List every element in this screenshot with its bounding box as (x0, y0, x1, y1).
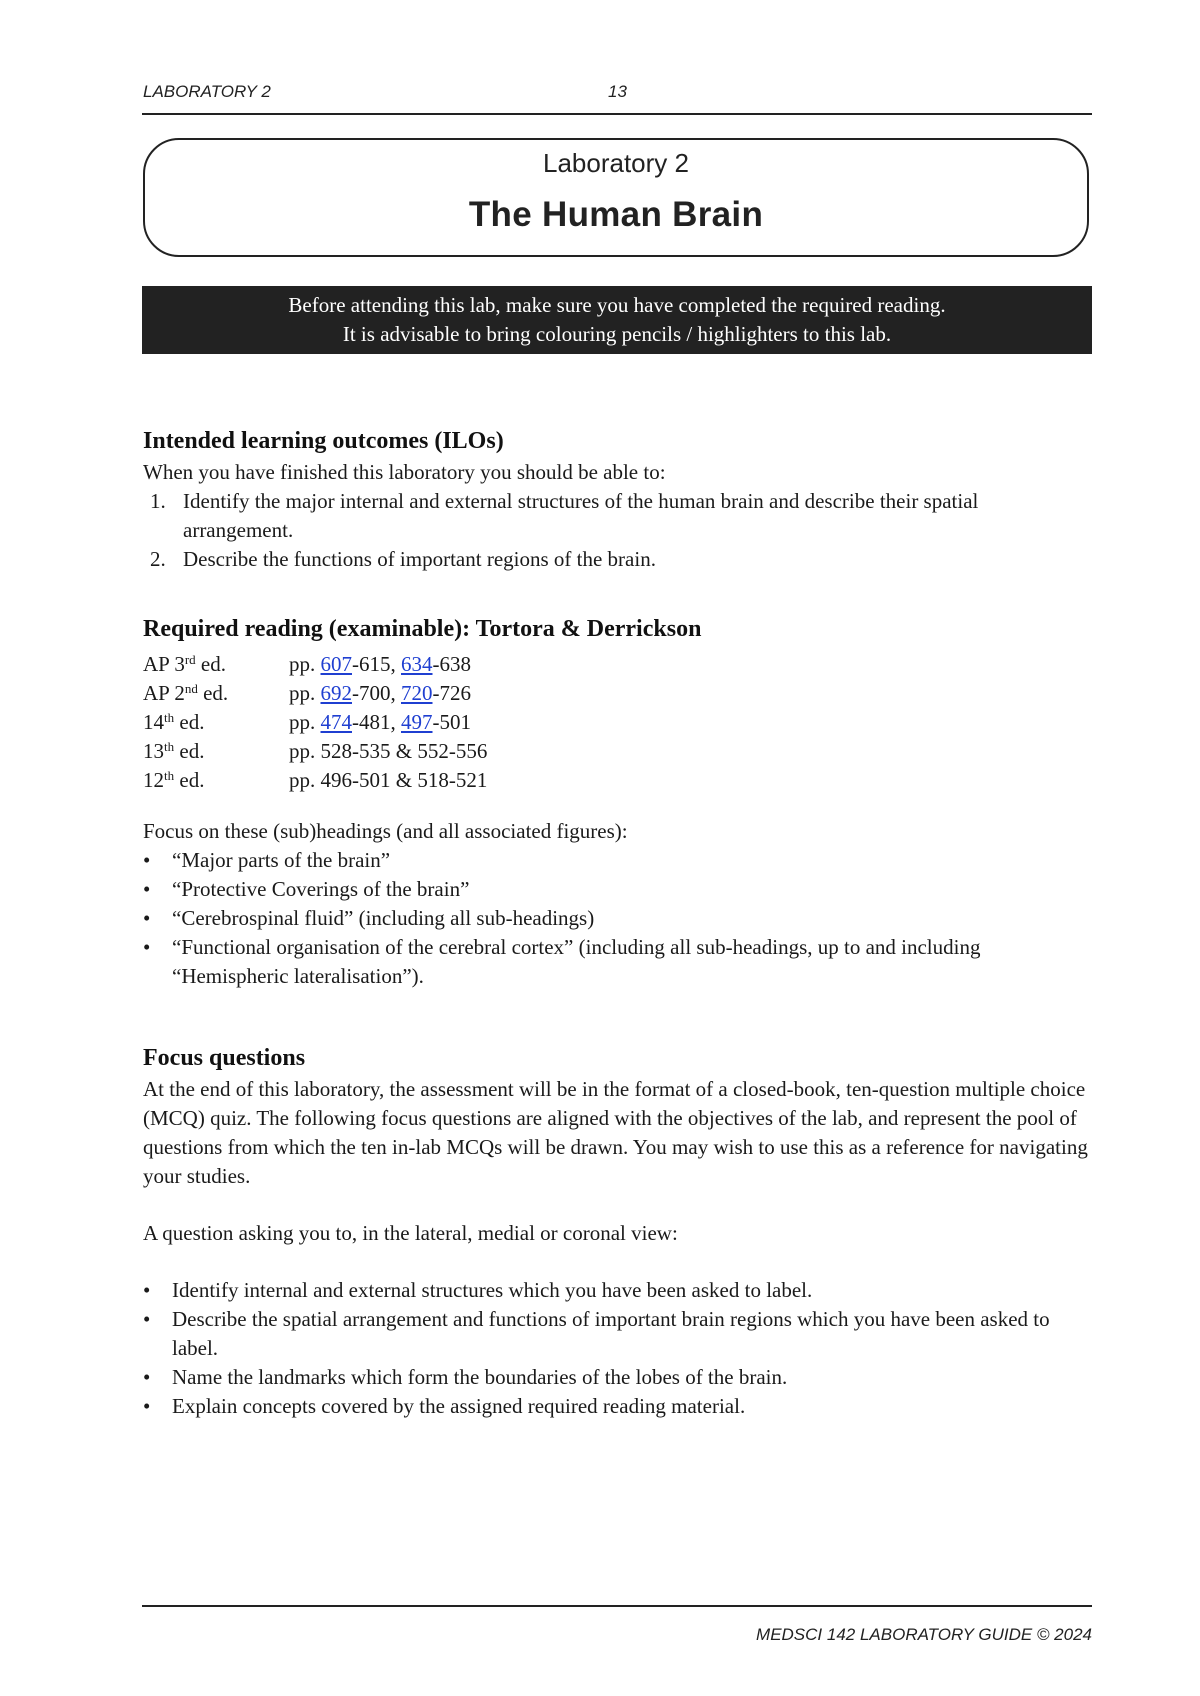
header-rule (142, 113, 1092, 115)
bullet: • (143, 1365, 151, 1389)
list-item (143, 545, 1093, 574)
notice-line-1: Before attending this lab, make sure you have completed the required reading. (288, 293, 946, 317)
lab-number: Laboratory 2 (543, 148, 689, 178)
footer: MEDSCI 142 LABORATORY GUIDE © 2024 (756, 1625, 1092, 1644)
list-text: Identify internal and external structures which you have been asked to label. (172, 1278, 813, 1302)
list-number: 2. (150, 547, 166, 571)
list-text: “Protective Coverings of the brain” (172, 877, 470, 901)
focus-questions-list (143, 1276, 1093, 1421)
page-number: 13 (608, 82, 627, 101)
page-link[interactable]: 720 (401, 681, 433, 705)
focus-intro: Focus on these (sub)headings (and all associated figures): (143, 819, 628, 843)
bullet: • (143, 1278, 151, 1302)
edition-pages: pp. 474-481, 497-501 (289, 710, 471, 734)
focus-questions-paragraph: At the end of this laboratory, the assessment will be in the format of a closed-book, ten-question multiple choice (MCQ) quiz. The following focus questions are aligned with the objectives of the lab, and represent the pool of questions from which the ten in-lab MCQs will be drawn. You may wish to use this as a reference for navigating your studies. (143, 1077, 1088, 1188)
list-item (143, 846, 1093, 875)
running-header: LABORATORY 2 (143, 82, 271, 101)
list-text: “Major parts of the brain” (172, 848, 391, 872)
list-item (143, 904, 1093, 933)
focus-questions-lead: A question asking you to, in the lateral, medial or coronal view: (143, 1221, 678, 1245)
footer-rule (142, 1605, 1092, 1607)
list-item (143, 1305, 1093, 1363)
edition-pages: pp. 692-700, 720-726 (289, 681, 471, 705)
page-link[interactable]: 497 (401, 710, 433, 734)
notice-line-2: It is advisable to bring colouring pencils / highlighters to this lab. (342, 322, 892, 346)
list-text: “Functional organisation of the cerebral cortex” (including all sub-headings, up to and including “Hemispheric lateralisation”). (172, 935, 981, 988)
edition-label: 12th ed. (143, 768, 205, 792)
bullet: • (143, 935, 151, 959)
edition-pages: pp. 607-615, 634-638 (289, 652, 471, 676)
edition-label: AP 3rd ed. (143, 652, 226, 676)
list-text: Describe the spatial arrangement and functions of important brain regions which you have been asked to label. (172, 1307, 1050, 1360)
lab-title: The Human Brain (468, 195, 764, 234)
list-text: Explain concepts covered by the assigned required reading material. (172, 1394, 746, 1418)
edition-pages: pp. 528-535 & 552-556 (289, 739, 488, 763)
list-item (143, 1392, 1093, 1421)
edition-label: 14th ed. (143, 710, 205, 734)
edition-pages: pp. 496-501 & 518-521 (289, 768, 488, 792)
list-item (143, 1276, 1093, 1305)
list-text: Identify the major internal and external structures of the human brain and describe their spatial arrangement. (183, 489, 979, 542)
focus-heading-list (143, 846, 1093, 991)
bullet: • (143, 848, 151, 872)
bullet: • (143, 1394, 151, 1418)
ilo-list (143, 487, 1093, 574)
list-item (143, 487, 1093, 545)
edition-label: AP 2nd ed. (143, 681, 229, 705)
list-item (143, 1363, 1093, 1392)
page-link[interactable]: 607 (320, 652, 352, 676)
focus-questions-heading: Focus questions (143, 1045, 306, 1071)
bullet: • (143, 1307, 151, 1331)
list-text: Describe the functions of important regions of the brain. (183, 547, 656, 571)
list-item (143, 933, 1093, 991)
reading-heading: Required reading (examinable): Tortora & Derrickson (143, 616, 702, 642)
list-number: 1. (150, 489, 166, 513)
bullet: • (143, 877, 151, 901)
page-link[interactable]: 634 (401, 652, 433, 676)
ilo-intro: When you have finished this laboratory you should be able to: (143, 460, 666, 484)
list-text: “Cerebrospinal fluid” (including all sub-headings) (172, 906, 595, 930)
list-item (143, 875, 1093, 904)
list-text: Name the landmarks which form the boundaries of the lobes of the brain. (172, 1365, 788, 1389)
title-box (143, 138, 1089, 257)
page-link[interactable]: 692 (320, 681, 352, 705)
reading-notice (142, 286, 1092, 354)
edition-label: 13th ed. (143, 739, 205, 763)
page-link[interactable]: 474 (320, 710, 352, 734)
bullet: • (143, 906, 151, 930)
ilo-heading: Intended learning outcomes (ILOs) (143, 428, 504, 454)
